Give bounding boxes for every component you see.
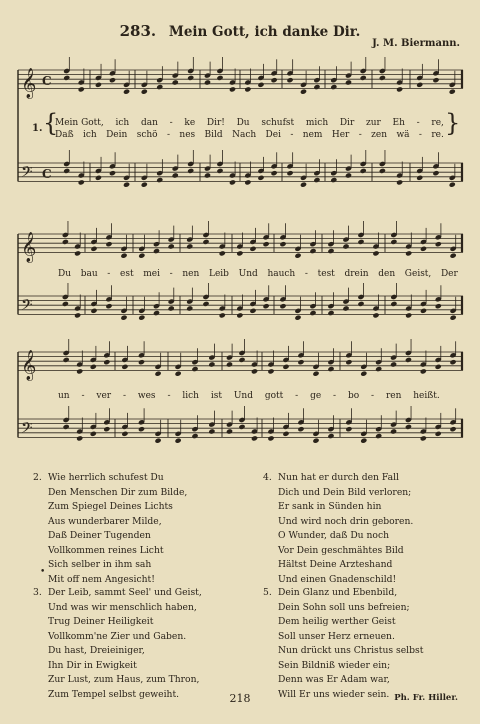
note-head [297, 426, 304, 432]
note-head [267, 368, 274, 374]
note-head [154, 438, 161, 444]
note-head [294, 315, 301, 321]
lyric-syllable: - [166, 130, 171, 140]
note-head [90, 364, 97, 370]
note-head [236, 250, 243, 256]
lyric-syllable: un [58, 391, 70, 401]
note-head [297, 359, 304, 365]
lyric-syllable: gott [264, 391, 284, 401]
bass-clef-icon: 𝄢 [21, 296, 33, 318]
note-head [327, 310, 334, 316]
note-head [379, 168, 386, 174]
stanza-line: Nun drückt uns Christus selbst [278, 645, 424, 656]
note-head [186, 305, 193, 311]
note-head [187, 168, 194, 174]
page-number: 218 [229, 692, 251, 705]
note-head [357, 239, 364, 245]
note-head [156, 84, 163, 90]
note-head [63, 75, 70, 81]
lyric-syllable: - [333, 391, 337, 401]
note-head [390, 301, 397, 307]
lyric-syllable: Und [238, 269, 258, 279]
note-head [76, 368, 83, 374]
lyric-syllable: - [304, 269, 308, 279]
note-head [313, 177, 320, 183]
note-head [202, 239, 209, 245]
note-head [450, 253, 457, 259]
note-head [294, 253, 301, 259]
verse-line-1 [55, 118, 444, 128]
note-head [249, 308, 256, 314]
note-head [78, 179, 85, 185]
stanza-line: Daß Deiner Tugenden [48, 530, 151, 541]
stanza-line: Zum Tempel selbst geweiht. [48, 688, 180, 700]
note-head [186, 243, 193, 249]
note-head [286, 77, 293, 83]
lyric-syllable: bau [80, 269, 98, 279]
lyric-syllable: schö [136, 130, 158, 140]
stanza-line: Vollkommen reines Licht [48, 544, 164, 556]
note-head [263, 303, 270, 309]
note-head [449, 182, 456, 188]
note-head [327, 366, 334, 372]
note-head [420, 246, 427, 252]
lyric-syllable: Leib [208, 269, 229, 279]
note-head [313, 84, 320, 90]
lyric-syllable: - [169, 118, 173, 128]
note-head [138, 253, 145, 259]
lyric-syllable: zen [371, 130, 388, 140]
lyric-syllable: Eh [392, 118, 405, 128]
note-head [74, 312, 81, 318]
note-head [109, 77, 116, 83]
note-head [360, 438, 367, 444]
lyric-syllable: ke [184, 118, 196, 128]
note-head [244, 86, 251, 92]
note-head [372, 250, 379, 256]
stanza-line: Dein Glanz und Ebenbild, [278, 587, 398, 598]
note-head [216, 168, 223, 174]
note-head [138, 359, 145, 365]
verse-number: 1. [32, 123, 43, 134]
lyric-syllable: - [169, 269, 173, 279]
stanza-line: O Wunder, daß Du noch [278, 530, 390, 541]
lyric-syllable: ich [115, 118, 130, 128]
lyric-syllable: Du [236, 118, 250, 128]
lyric-syllable: Mein Gott, [55, 118, 104, 128]
note-head [390, 428, 397, 434]
lyric-syllable: nem [302, 130, 323, 140]
lyric-syllable: drein [344, 269, 369, 279]
note-head [238, 357, 245, 363]
note-head [257, 175, 264, 181]
note-head [286, 170, 293, 176]
lyric-syllable: zur [365, 118, 381, 128]
note-head [345, 426, 352, 432]
note-head [375, 433, 382, 439]
lyric-syllable: hauch [267, 269, 296, 279]
note-head [172, 172, 179, 178]
note-head [216, 75, 223, 81]
note-head [120, 253, 127, 259]
lyric-syllable: re. [431, 130, 444, 140]
note-head [175, 371, 182, 377]
stanza-line: Und was wir menschlich haben, [48, 601, 197, 613]
text-author-credit: Ph. Fr. Hiller. [394, 693, 458, 703]
verse-line-2 [55, 130, 444, 140]
stanza-number: 2. [33, 472, 42, 483]
stanza-line: Zur Lust, zum Haus, zum Thron, [48, 674, 200, 685]
note-head [396, 179, 403, 185]
note-head [435, 241, 442, 247]
note-head [405, 250, 412, 256]
note-head [251, 435, 258, 441]
stanza-line: Mit off nem Angesicht! [48, 573, 155, 585]
note-head [120, 315, 127, 321]
note-head [138, 315, 145, 321]
stanza-line: Dich und Dein Bild verloren; [278, 486, 412, 498]
note-head [396, 86, 403, 92]
note-head [435, 431, 442, 437]
lyric-syllable: ich [82, 130, 97, 140]
note-head [109, 170, 116, 176]
note-head [300, 182, 307, 188]
lyric-syllable: wes [137, 391, 156, 401]
note-head [168, 243, 175, 249]
note-head [432, 170, 439, 176]
lyric-syllable: est [120, 269, 134, 279]
note-head [76, 435, 83, 441]
stanza-3 [33, 586, 202, 702]
note-head [153, 248, 160, 254]
lyric-syllable: Dei [265, 130, 281, 140]
note-head [191, 366, 198, 372]
lyric-syllable: Geist, [404, 269, 432, 279]
note-head [405, 312, 412, 318]
time-signature-icon: C [42, 73, 52, 88]
lyric-syllable: wä [396, 130, 410, 140]
note-head [330, 177, 337, 183]
lyric-syllable: heißt. [413, 391, 440, 401]
note-head [312, 371, 319, 377]
note-head [251, 368, 258, 374]
lyric-syllable: nen [182, 269, 200, 279]
stanza-line: Soll unser Herz erneuen. [278, 630, 395, 642]
note-head [390, 239, 397, 245]
note-head [141, 89, 148, 95]
note-head [62, 301, 69, 307]
note-head [78, 86, 85, 92]
note-head [103, 426, 110, 432]
note-head [405, 357, 412, 363]
stanza-line: Dein Sohn soll uns befreien; [278, 601, 410, 613]
note-head [90, 308, 97, 314]
note-head [226, 428, 233, 434]
note-head [172, 79, 179, 85]
stanza-line: Der Leib, sammt Seel' und Geist, [48, 587, 202, 598]
note-head [168, 305, 175, 311]
note-head [90, 431, 97, 437]
lyric-syllable: ge [310, 391, 322, 401]
note-head [312, 438, 319, 444]
note-head [390, 361, 397, 367]
note-head [327, 433, 334, 439]
note-head [105, 303, 112, 309]
note-head [63, 424, 70, 430]
lyric-syllable: ver [96, 391, 112, 401]
note-head [282, 364, 289, 370]
note-head [330, 84, 337, 90]
note-head [420, 308, 427, 314]
lyric-syllable: re, [431, 118, 444, 128]
note-head [187, 75, 194, 81]
note-head [267, 435, 274, 441]
note-head [345, 359, 352, 365]
note-head [229, 179, 236, 185]
stanza-line: Aus wunderbarer Milde, [48, 515, 162, 527]
lyric-syllable: Daß [55, 130, 74, 140]
lyric-syllable: - [81, 391, 85, 401]
lyric-syllable: Der [440, 269, 458, 279]
note-head [154, 371, 161, 377]
note-head [435, 364, 442, 370]
note-head [449, 89, 456, 95]
stanza-number: 5. [263, 587, 272, 598]
note-head [379, 75, 386, 81]
note-head [153, 310, 160, 316]
note-head [435, 303, 442, 309]
lyric-syllable: Du [58, 269, 72, 279]
lyric-syllable: - [290, 130, 294, 140]
lyric-syllable: Dir [339, 118, 355, 128]
note-head [309, 248, 316, 254]
note-head [432, 77, 439, 83]
note-head [175, 438, 182, 444]
hymn-name: Mein Gott, ich danke Dir. [168, 24, 361, 40]
stanza-line: Nun hat er durch den Fall [278, 472, 399, 483]
lyric-syllable: - [167, 391, 171, 401]
lyric-syllable: dan [140, 118, 158, 128]
note-head [360, 371, 367, 377]
lyric-syllable: test [317, 269, 335, 279]
note-head [238, 424, 245, 430]
lyric-syllable: - [122, 391, 127, 401]
stanza-line: Sein Bildniß wieder ein; [278, 659, 391, 671]
lyric-syllable: mei [143, 269, 160, 279]
note-head [450, 315, 457, 321]
lyric-syllable: Her [331, 130, 350, 140]
lyric-syllable: Nach [232, 130, 257, 140]
time-signature-icon: C [42, 166, 52, 181]
stanza-line: Ihn Dir in Ewigkeit [48, 659, 137, 671]
verse-line-3 [58, 269, 458, 279]
note-head [450, 426, 457, 432]
lyric-syllable: - [416, 118, 420, 128]
lyric-syllable: schufst [261, 118, 295, 128]
note-head [62, 239, 69, 245]
lyric-syllable: bo [347, 391, 360, 401]
note-head [191, 433, 198, 439]
treble-clef-icon: 𝄞 [21, 68, 37, 99]
note-head [420, 368, 427, 374]
note-head [204, 172, 211, 178]
note-head [249, 246, 256, 252]
note-head [342, 243, 349, 249]
note-head [342, 305, 349, 311]
stanza-number: 3. [33, 587, 42, 598]
verse-brace-close-icon: } [445, 109, 461, 137]
note-head [63, 168, 70, 174]
note-head [257, 82, 264, 88]
stanza-line: Trug Deiner Heiligkeit [48, 616, 154, 627]
note-head [279, 241, 286, 247]
note-head [375, 366, 382, 372]
bass-clef-icon: 𝄢 [21, 163, 33, 185]
note-head [357, 301, 364, 307]
verse-brace-icon: { [43, 109, 59, 137]
stanza-line: Dem heilig werther Geist [278, 616, 396, 627]
lyric-syllable: den [378, 269, 396, 279]
lyric-syllable: Und [233, 391, 253, 401]
note-head [204, 79, 211, 85]
note-head [279, 303, 286, 309]
note-head [345, 79, 352, 85]
note-head [226, 361, 233, 367]
note-head [121, 431, 128, 437]
note-head [300, 89, 307, 95]
lyric-syllable: Dein [106, 130, 128, 140]
stanza-line: Und einen Gnadenschild! [278, 573, 397, 585]
stanza-line: Zum Spiegel Deines Lichts [48, 501, 173, 512]
treble-clef-icon: 𝄞 [21, 350, 37, 381]
stanza-line: Wie herrlich schufest Du [48, 472, 164, 483]
lyric-syllable: nes [179, 130, 196, 140]
note-head [416, 175, 423, 181]
note-head [208, 361, 215, 367]
lyric-syllable: lich [182, 391, 199, 401]
note-head [95, 175, 102, 181]
note-head [208, 428, 215, 434]
lyric-syllable: Dir! [206, 118, 225, 128]
note-head [309, 310, 316, 316]
stanza-line: Will Er uns wieder sein. [278, 688, 390, 700]
note-head [138, 426, 145, 432]
note-head [121, 364, 128, 370]
lyric-syllable: - [358, 130, 362, 140]
lyric-syllable: - [107, 269, 111, 279]
stanza-4 [263, 471, 414, 587]
lyric-syllable: - [371, 391, 375, 401]
note-head [282, 431, 289, 437]
note-head [103, 359, 110, 365]
bullet-mark-icon: • [40, 567, 46, 577]
treble-clef-icon: 𝄞 [21, 232, 37, 263]
stanza-line: Hältst Deine Arzteshand [278, 559, 393, 570]
lyric-syllable: - [418, 130, 422, 140]
note-head [219, 250, 226, 256]
stanza-line: Du hast, Dreieiniger, [48, 645, 145, 656]
note-head [271, 77, 278, 83]
stanza-line: Den Menschen Dir zum Bilde, [48, 486, 188, 498]
note-head [229, 86, 236, 92]
lyric-syllable: - [295, 391, 299, 401]
note-head [360, 75, 367, 81]
note-head [90, 246, 97, 252]
note-head [74, 250, 81, 256]
note-head [345, 172, 352, 178]
lyric-syllable: mich [305, 118, 329, 128]
note-head [95, 82, 102, 88]
note-head [271, 170, 278, 176]
note-head [405, 424, 412, 430]
note-head [360, 168, 367, 174]
note-head [156, 177, 163, 183]
note-head [141, 182, 148, 188]
stanza-line: Vor Dein geschmähtes Bild [278, 544, 404, 556]
note-head [372, 312, 379, 318]
stanza-line: Er sank in Sünden hin [278, 501, 382, 512]
stanza-line: Und wird noch drin geboren. [278, 515, 414, 527]
stanza-2 [33, 471, 188, 587]
lyric-syllable: ist [210, 391, 222, 401]
note-head [105, 241, 112, 247]
stanza-number: 4. [263, 472, 272, 483]
note-head [202, 301, 209, 307]
stanza-5 [263, 586, 424, 702]
note-head [416, 82, 423, 88]
stanza-line: Vollkomm'ne Zier und Gaben. [48, 630, 187, 642]
note-head [219, 312, 226, 318]
note-head [244, 179, 251, 185]
note-head [263, 241, 270, 247]
verse-line-4 [58, 391, 440, 401]
note-head [236, 312, 243, 318]
stanza-line: Sich selber in ihm sah [48, 559, 152, 570]
note-head [123, 89, 130, 95]
lyric-syllable: ren [385, 391, 402, 401]
lyric-syllable: Bild [204, 130, 223, 140]
note-head [420, 435, 427, 441]
note-head [450, 359, 457, 365]
composer-credit: J. M. Biermann. [372, 38, 460, 49]
stanza-line: Denn was Er Adam war, [278, 674, 390, 685]
hymn-number: 283. [119, 22, 157, 40]
note-head [327, 248, 334, 254]
bass-clef-icon: 𝄢 [21, 419, 33, 441]
note-head [123, 182, 130, 188]
note-head [63, 357, 70, 363]
